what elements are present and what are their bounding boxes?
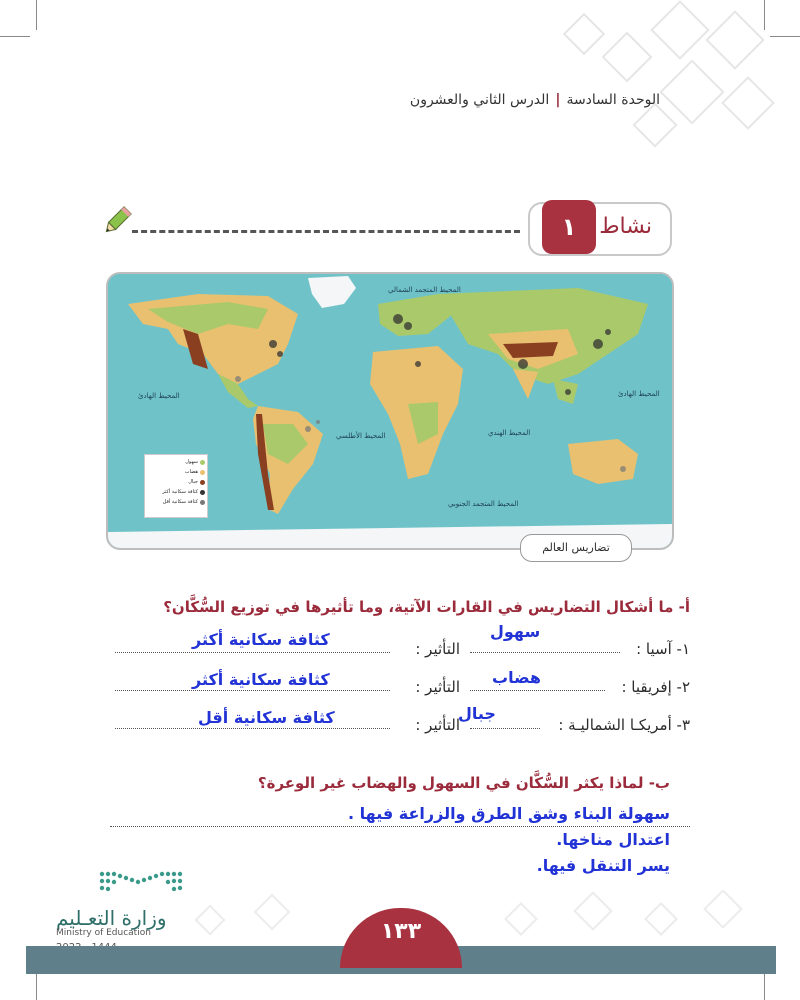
ocean-label-indian: المحيط الهندي bbox=[488, 429, 531, 437]
pencil-icon bbox=[100, 204, 134, 238]
legend-swatch bbox=[200, 470, 205, 475]
ocean-label-pacific-right: المحيط الهادئ bbox=[618, 390, 660, 398]
ministry-name-arabic: وزارة التعـليم bbox=[56, 906, 167, 930]
answer-landform-north-america: جبال bbox=[458, 704, 496, 723]
legend-swatch bbox=[200, 460, 205, 465]
ocean-label-atlantic: المحيط الأطلسي bbox=[336, 432, 386, 440]
decorative-squares bbox=[470, 0, 800, 170]
crop-mark bbox=[764, 972, 765, 1000]
page-number: ١٣٣ bbox=[340, 908, 462, 968]
legend-item bbox=[147, 467, 205, 477]
impact-label: التأثير : bbox=[415, 678, 460, 696]
landform-line bbox=[470, 728, 540, 729]
ministry-name-english: Ministry of Education bbox=[56, 928, 151, 938]
impact-line bbox=[115, 690, 390, 691]
row-label: ١- آسيا : bbox=[636, 640, 690, 658]
answer-impact-asia: كثافة سكانية أكثر bbox=[192, 630, 330, 649]
impact-line bbox=[115, 652, 390, 653]
activity-label: نشاط bbox=[599, 214, 652, 239]
footer-decorative-squares bbox=[180, 890, 780, 946]
question-b-title: ب- لماذا يكثر السُّكَّان في السهول والهضاب غير الوعرة؟ bbox=[257, 774, 670, 792]
answer-line bbox=[110, 826, 690, 827]
header-separator: | bbox=[555, 92, 561, 108]
ocean-label-southern: المحيط المتجمد الجنوبي bbox=[448, 500, 519, 508]
answer-b-2: اعتدال مناخها. bbox=[556, 830, 670, 849]
legend-label: جبال bbox=[188, 479, 198, 485]
answer-b-3: يسر التنقل فيها. bbox=[536, 856, 670, 875]
crop-mark bbox=[36, 0, 37, 30]
activity-dashed-line bbox=[132, 230, 520, 233]
impact-line bbox=[115, 728, 390, 729]
row-label: ٣- أمريكـا الشماليـة : bbox=[558, 716, 690, 734]
answer-landform-africa: هضاب bbox=[492, 668, 541, 687]
map-caption: تضاريس العالم bbox=[520, 534, 632, 562]
crop-mark bbox=[0, 36, 30, 37]
page-header bbox=[410, 92, 660, 108]
answer-impact-north-america: كثافة سكانية أقل bbox=[198, 708, 335, 727]
impact-label: التأثير : bbox=[415, 640, 460, 658]
legend-item bbox=[147, 477, 205, 487]
activity-banner bbox=[100, 202, 672, 254]
legend-swatch bbox=[200, 500, 205, 505]
answer-landform-asia: سهول bbox=[490, 622, 541, 641]
legend-item bbox=[147, 487, 205, 497]
landform-line bbox=[470, 652, 620, 653]
legend-label: كثافة سكانية أكثر bbox=[162, 489, 198, 495]
legend-item bbox=[147, 497, 205, 507]
activity-number: ١ bbox=[542, 200, 596, 254]
legend-label: سهول bbox=[185, 459, 198, 465]
impact-label: التأثير : bbox=[415, 716, 460, 734]
row-label: ٢- إفريقيا : bbox=[621, 678, 690, 696]
legend-swatch bbox=[200, 480, 205, 485]
question-a-title: أ- ما أشكال التضاريس في القارات الآتية، وما تأثيرها في توزيع السُّكَّان؟ bbox=[163, 598, 690, 616]
unit-title: الوحدة السادسة bbox=[566, 92, 660, 108]
landform-line bbox=[470, 690, 605, 691]
answer-b-1: سهولة البناء وشق الطرق والزراعة فيها . bbox=[347, 804, 670, 823]
legend-swatch bbox=[200, 490, 205, 495]
ministry-logo-icon bbox=[98, 868, 186, 898]
legend-item bbox=[147, 457, 205, 467]
lesson-title: الدرس الثاني والعشرون bbox=[409, 92, 550, 108]
world-relief-map bbox=[106, 272, 674, 550]
ocean-label-arctic: المحيط المتجمد الشمالي bbox=[388, 286, 461, 294]
crop-mark bbox=[36, 972, 37, 1000]
legend-label: هضاب bbox=[184, 469, 198, 475]
map-legend bbox=[144, 454, 208, 518]
question-a-row-north-america bbox=[110, 708, 690, 738]
legend-label: كثافة سكانية أقل bbox=[162, 499, 198, 505]
ocean-label-pacific-left: المحيط الهادئ bbox=[138, 392, 180, 400]
answer-impact-africa: كثافة سكانية أكثر bbox=[192, 670, 330, 689]
